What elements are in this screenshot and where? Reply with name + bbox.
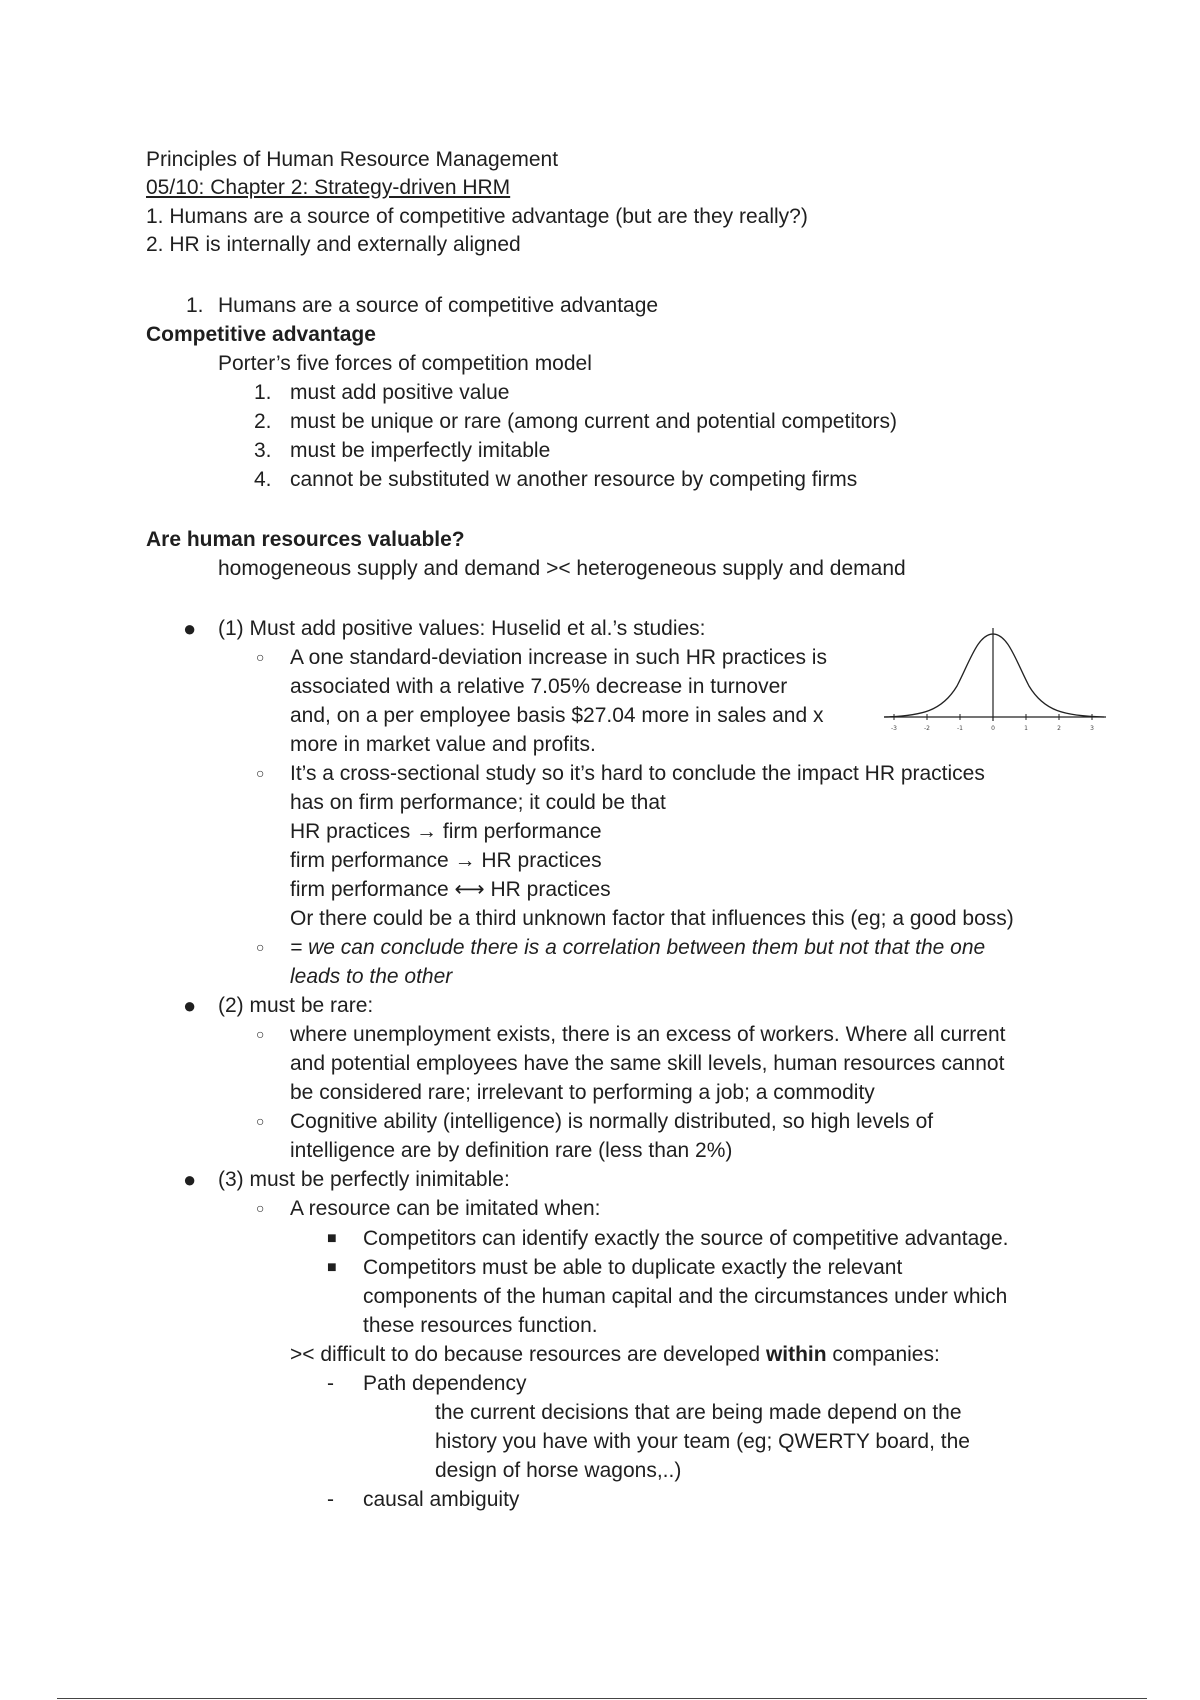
bell-curve-tick-label: 3 (1090, 725, 1094, 732)
square-bullet-icon: ■ (327, 1230, 337, 1247)
document-subtitle: 05/10: Chapter 2: Strategy-driven HRM (146, 176, 511, 199)
section-number: 1. (186, 294, 204, 317)
unemployment-line: where unemployment exists, there is an excess of workers. Where all current (290, 1023, 1006, 1046)
path-dependency-label: Path dependency (363, 1372, 527, 1395)
criterion-text: must add positive value (290, 381, 510, 404)
causality-line: firm performance ⟷ HR practices (290, 878, 611, 901)
overview-item-2: 2. HR is internally and externally aligned (146, 233, 521, 256)
difficult-text-end: companies: (826, 1343, 940, 1366)
document-title: Principles of Human Resource Management (146, 148, 559, 171)
unemployment-line: be considered rare; irrelevant to performing a job; a commodity (290, 1081, 875, 1104)
page-bottom-rule (57, 1698, 1147, 1699)
square-bullet-icon: ■ (327, 1259, 337, 1276)
bell-curve-tick-label: 1 (1024, 725, 1028, 732)
difficult-line (290, 1341, 940, 1368)
duplicate-line: Competitors must be able to duplicate exactly the relevant (363, 1256, 903, 1279)
duplicate-line: these resources function. (363, 1314, 598, 1337)
path-dependency-desc: design of horse wagons,..) (435, 1459, 682, 1482)
identify-source-line: Competitors can identify exactly the source of competitive advantage. (363, 1227, 1009, 1250)
sub-bullet-circle-icon: ○ (256, 649, 265, 665)
third-factor-line: Or there could be a third unknown factor that influences this (eg; a good boss) (290, 907, 1014, 930)
imitation-condition-line: A resource can be imitated when: (290, 1197, 601, 1220)
criterion-number: 4. (254, 468, 272, 491)
sub-bullet-circle-icon: ○ (256, 1200, 265, 1216)
cross-sectional-line: has on firm performance; it could be that (290, 791, 666, 814)
sub-bullet-circle-icon: ○ (256, 939, 265, 955)
bullet-3-text: (3) must be perfectly inimitable: (218, 1168, 510, 1191)
unemployment-line: and potential employees have the same skill levels, human resources cannot (290, 1052, 1005, 1075)
criterion-number: 3. (254, 439, 272, 462)
bullet-dot-icon: ● (183, 993, 197, 1018)
valuable-heading: Are human resources valuable? (146, 528, 465, 551)
cognitive-ability-line: intelligence are by definition rare (less than 2%) (290, 1139, 733, 1162)
criterion-number: 2. (254, 410, 272, 433)
sub-bullet-circle-icon: ○ (256, 765, 265, 781)
cross-sectional-line: It’s a cross-sectional study so it’s hard to conclude the impact HR practices (290, 762, 985, 785)
correlation-conclusion-line: = we can conclude there is a correlation between them but not that the one (290, 936, 986, 959)
dash-bullet-icon: - (327, 1372, 334, 1395)
bullet-1-text: (1) Must add positive values: Huselid et al.’s studies: (218, 617, 706, 640)
causal-ambiguity-label: causal ambiguity (363, 1488, 520, 1511)
duplicate-line: components of the human capital and the circumstances under which (363, 1285, 1008, 1308)
supply-demand-line: homogeneous supply and demand >< heterogeneous supply and demand (218, 557, 906, 580)
huselid-line: associated with a relative 7.05% decrease in turnover (290, 675, 788, 698)
bell-curve-tick-label: 0 (991, 725, 995, 732)
criterion-text: cannot be substituted w another resource by competing firms (290, 468, 858, 491)
bullet-dot-icon: ● (183, 616, 197, 641)
sub-bullet-circle-icon: ○ (256, 1026, 265, 1042)
bullet-2-text: (2) must be rare: (218, 994, 374, 1017)
causality-line: firm performance → HR practices (290, 849, 602, 872)
criterion-text: must be imperfectly imitable (290, 439, 551, 462)
path-dependency-desc: history you have with your team (eg; QWERTY board, the (435, 1430, 970, 1453)
bell-curve-tick-label: -1 (957, 725, 963, 732)
cognitive-ability-line: Cognitive ability (intelligence) is normally distributed, so high levels of (290, 1110, 934, 1133)
huselid-line: more in market value and profits. (290, 733, 596, 756)
competitive-advantage-heading: Competitive advantage (146, 323, 376, 346)
bullet-dot-icon: ● (183, 1167, 197, 1192)
huselid-line: and, on a per employee basis $27.04 more in sales and x (290, 704, 824, 727)
dash-bullet-icon: - (327, 1488, 334, 1511)
path-dependency-desc: the current decisions that are being made depend on the (435, 1401, 962, 1424)
overview-item-1: 1. Humans are a source of competitive advantage (but are they really?) (146, 205, 808, 228)
porter-model-line: Porter’s five forces of competition model (218, 352, 592, 375)
bell-curve-tick-label: 2 (1057, 725, 1061, 732)
criterion-text: must be unique or rare (among current and potential competitors) (290, 410, 897, 433)
bell-curve-illustration (882, 626, 1108, 736)
criterion-number: 1. (254, 381, 272, 404)
difficult-text: >< difficult to do because resources are developed (290, 1343, 766, 1366)
section-title: Humans are a source of competitive advantage (218, 294, 659, 317)
causality-line: HR practices → firm performance (290, 820, 602, 843)
huselid-line: A one standard-deviation increase in such HR practices is (290, 646, 827, 669)
bell-curve-tick-label: -2 (924, 725, 930, 732)
within-emphasis: within (765, 1343, 827, 1366)
sub-bullet-circle-icon: ○ (256, 1113, 265, 1129)
bell-curve-line (884, 634, 1104, 717)
correlation-conclusion-line: leads to the other (290, 965, 453, 988)
bell-curve-tick-label: -3 (891, 725, 897, 732)
